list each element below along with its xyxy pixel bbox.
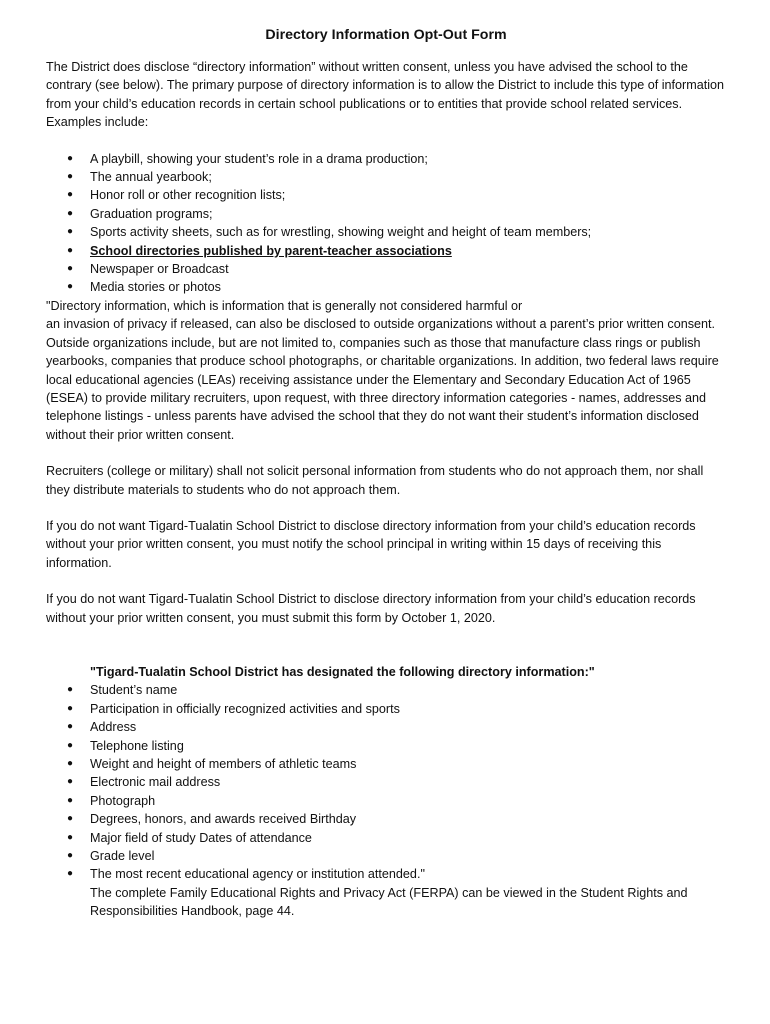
list-item: ● Address bbox=[46, 718, 726, 736]
directory-definition-paragraph bbox=[46, 297, 726, 444]
directory-definition-body: an invasion of privacy if released, can also be disclosed to outside organizations without a parent’s prior written consent. Outside organizations include, but are not limited to, companies such as those that manufacture class rings or publish yearbooks, companies that produce school photographs, or charitable organizations. In addition, two federal laws require local educational agencies (LEAs) receiving assistance under the Elementary and Secondary Education Act of 1965 (ESEA) to provide military recruiters, upon request, with three directory information categories - names, addresses and telephone listings - unless parents have advised the school that they do not want their student’s information disclosed without their prior written consent. bbox=[46, 317, 719, 442]
intro-paragraph: The District does disclose “directory information” without written consent, unless you have advised the school to the contrary (see below). The primary purpose of directory information is to allow the District to include this type of information from your child’s education records in certain school publications or to entities that provide school related services. Examples include: bbox=[46, 60, 725, 130]
list-item: ● A playbill, showing your student’s role in a drama production; bbox=[46, 150, 726, 168]
ferpa-note: The complete Family Educational Rights and Privacy Act (FERPA) can be viewed in the Student Rights and Responsibilities Handbook, page 44. bbox=[90, 885, 688, 919]
list-item: ● Graduation programs; bbox=[46, 205, 726, 223]
list-item: ● Participation in officially recognized activities and sports bbox=[46, 700, 726, 718]
list-item: ● Sports activity sheets, such as for wrestling, showing weight and height of team members; bbox=[46, 223, 726, 241]
list-item: ● Student’s name bbox=[46, 681, 726, 699]
recruiters-paragraph: Recruiters (college or military) shall not solicit personal information from students who do not approach them, nor shall they distribute materials to students who do not approach them. bbox=[46, 464, 704, 497]
list-item: ● Media stories or photos bbox=[46, 278, 726, 296]
list-item: ● Major field of study Dates of attendance bbox=[46, 829, 726, 847]
submit-form-paragraph: If you do not want Tigard-Tualatin School District to disclose directory information from your child’s education records without your prior written consent, you must submit this form by October 1, 2020. bbox=[46, 592, 696, 625]
list-item: ● Electronic mail address bbox=[46, 773, 726, 791]
list-item: ● Degrees, honors, and awards received Birthday bbox=[46, 810, 726, 828]
list-item: ● Newspaper or Broadcast bbox=[46, 260, 726, 278]
designated-heading: "Tigard-Tualatin School District has designated the following directory information:" bbox=[90, 664, 595, 679]
list-item: ● The annual yearbook; bbox=[46, 168, 726, 186]
page-title: Directory Information Opt-Out Form bbox=[265, 27, 507, 43]
list-item: ● Grade level bbox=[46, 847, 726, 865]
list-item: ● Honor roll or other recognition lists; bbox=[46, 186, 726, 204]
designated-info-list bbox=[46, 681, 726, 883]
list-item: ● Telephone listing bbox=[46, 737, 726, 755]
list-item: ● Weight and height of members of athletic teams bbox=[46, 755, 726, 773]
list-item-pta-directories: ● School directories published by parent-teacher associations bbox=[46, 242, 726, 260]
list-item: ● Photograph bbox=[46, 792, 726, 810]
list-item: ● The most recent educational agency or institution attended." bbox=[46, 865, 726, 883]
directory-definition-first-line: "Directory information, which is information that is generally not considered harmful or bbox=[46, 298, 523, 313]
notify-principal-paragraph: If you do not want Tigard-Tualatin School District to disclose directory information from your child’s education records without your prior written consent, you must notify the school principal in writing within 15 days of receiving this information. bbox=[46, 518, 696, 570]
examples-list bbox=[46, 150, 726, 297]
